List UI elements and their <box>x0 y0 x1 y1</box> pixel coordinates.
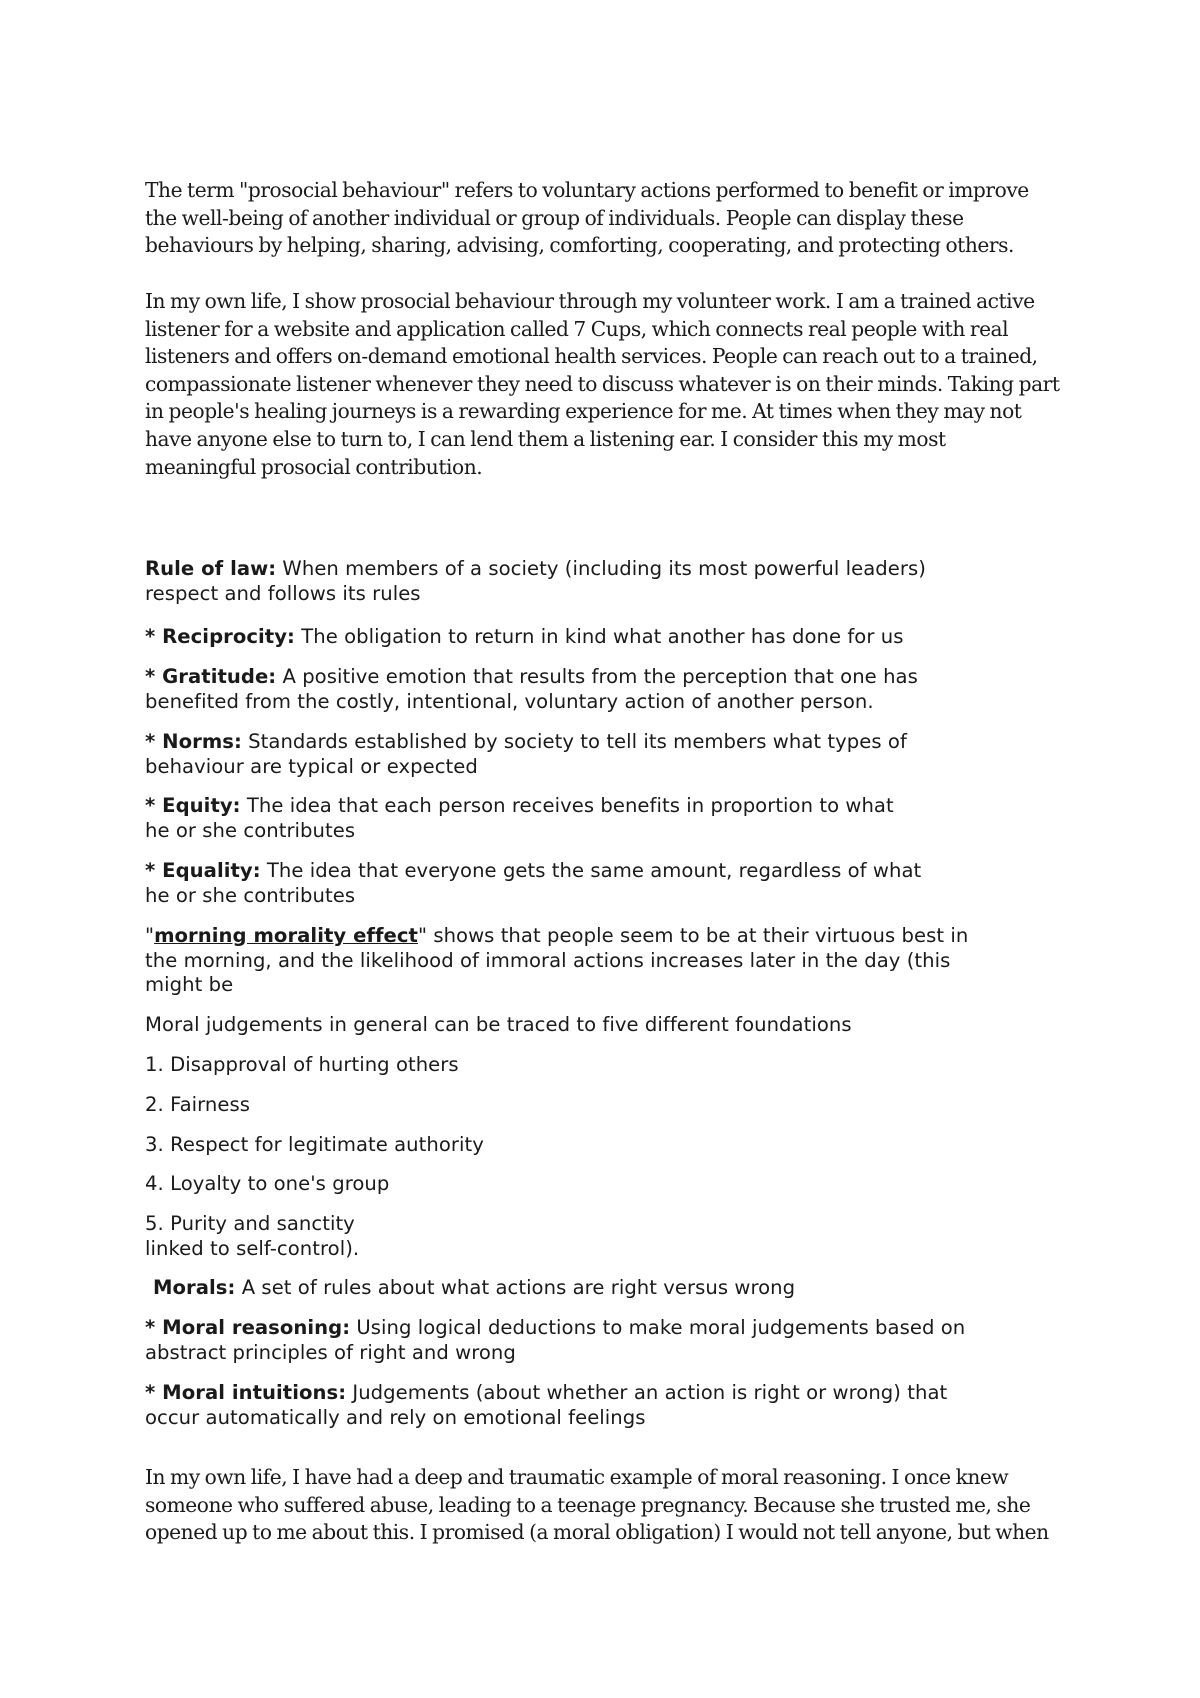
text-line: listeners and offers on-demand emotional health services. People can reach out to a trained, <box>145 344 1038 369</box>
closing-paragraph <box>145 1464 1095 1547</box>
text-line: meaningful prosocial contribution. <box>145 454 483 479</box>
text-line: the well-being of another individual or group of individuals. People can display these <box>145 205 964 230</box>
definition-term: * Reciprocity: <box>145 625 295 648</box>
text-line: The term "prosocial behaviour" refers to voluntary actions performed to benefit or improve <box>145 178 1029 202</box>
morning-morality-note <box>145 924 1095 998</box>
definition-term: * Moral intuitions: <box>145 1381 347 1404</box>
definition-text: behaviour are typical or expected <box>145 754 478 778</box>
foundation-item: 4. Loyalty to one's group <box>145 1172 390 1195</box>
text-line: in people's healing journeys is a rewarding experience for me. At times when they may not <box>145 399 1022 424</box>
definition-text: The idea that everyone gets the same amount, regardless of what <box>260 859 922 882</box>
definition-text: A positive emotion that results from the perception that one has <box>276 665 918 688</box>
intro-paragraph-2 <box>145 288 1095 481</box>
definition-text: When members of a society (including its most powerful leaders) <box>276 557 926 580</box>
definition-rule-of-law <box>145 557 1095 606</box>
definition-text: Standards established by society to tell its members what types of <box>241 730 907 753</box>
definition-text: Using logical deductions to make moral judgements based on <box>350 1316 966 1339</box>
definition-gratitude <box>145 665 1095 714</box>
definition-term: * Gratitude: <box>145 665 277 688</box>
text-line: listener for a website and application called 7 Cups, which connects real people with real <box>145 316 1009 341</box>
text-line: opened up to me about this. I promised (a moral obligation) I would not tell anyone, but when <box>145 1520 1049 1545</box>
definition-term: * Moral reasoning: <box>145 1316 351 1339</box>
foundation-item: 2. Fairness <box>145 1093 250 1116</box>
definition-text: respect and follows its rules <box>145 581 421 605</box>
definition-reciprocity <box>145 625 1095 650</box>
quote-mark: " <box>145 924 155 947</box>
text-line: compassionate listener whenever they need to discuss whatever is on their minds. Taking part <box>145 371 1060 396</box>
definition-text: abstract principles of right and wrong <box>145 1340 516 1364</box>
definition-text: benefited from the costly, intentional, voluntary action of another person. <box>145 689 874 713</box>
text-line: In my own life, I have had a deep and traumatic example of moral reasoning. I once knew <box>145 1465 1009 1489</box>
definition-text: The idea that each person receives benefits in proportion to what <box>240 794 894 817</box>
definition-term: * Equality: <box>145 859 261 882</box>
note-text: " shows that people seem to be at their virtuous best in <box>417 924 969 947</box>
definition-text: occur automatically and rely on emotional feelings <box>145 1405 646 1429</box>
definition-text: The obligation to return in kind what another has done for us <box>294 625 904 648</box>
morning-morality-term: morning morality effect <box>154 924 418 947</box>
foundation-item: 3. Respect for legitimate authority <box>145 1133 484 1156</box>
definition-text: he or she contributes <box>145 818 356 842</box>
definition-moral-reasoning <box>145 1316 1095 1365</box>
definition-term: * Equity: <box>145 794 241 817</box>
text-line: behaviours by helping, sharing, advising, comforting, cooperating, and protecting others. <box>145 233 1014 258</box>
intro-paragraph-1 <box>145 177 1095 260</box>
definition-text: he or she contributes <box>145 883 356 907</box>
definition-equity <box>145 794 1095 843</box>
definition-norms <box>145 730 1095 779</box>
definition-text: Judgements (about whether an action is right or wrong) that <box>346 1381 948 1404</box>
note-text: might be <box>145 973 234 997</box>
definition-morals <box>153 1276 1103 1301</box>
definition-equality <box>145 859 1095 908</box>
foundation-item: 5. Purity and sanctity linked to self-control). <box>145 1212 1095 1261</box>
foundations-intro: Moral judgements in general can be traced to five different foundations <box>145 1013 852 1036</box>
definition-text: A set of rules about what actions are right versus wrong <box>235 1276 796 1299</box>
definition-term: Rule of law: <box>145 557 277 580</box>
text-line: In my own life, I show prosocial behaviour through my volunteer work. I am a trained active <box>145 289 1035 313</box>
definition-moral-intuitions <box>145 1381 1095 1430</box>
text-line: have anyone else to turn to, I can lend them a listening ear. I consider this my most <box>145 426 946 451</box>
note-text: the morning, and the likelihood of immoral actions increases later in the day (this <box>145 948 951 972</box>
foundations-tail: linked to self-control). <box>145 1236 360 1260</box>
definition-term: * Norms: <box>145 730 242 753</box>
foundation-item: 1. Disapproval of hurting others <box>145 1053 459 1076</box>
text-line: someone who suffered abuse, leading to a teenage pregnancy. Because she trusted me, she <box>145 1492 1031 1517</box>
definition-term: Morals: <box>153 1276 236 1299</box>
